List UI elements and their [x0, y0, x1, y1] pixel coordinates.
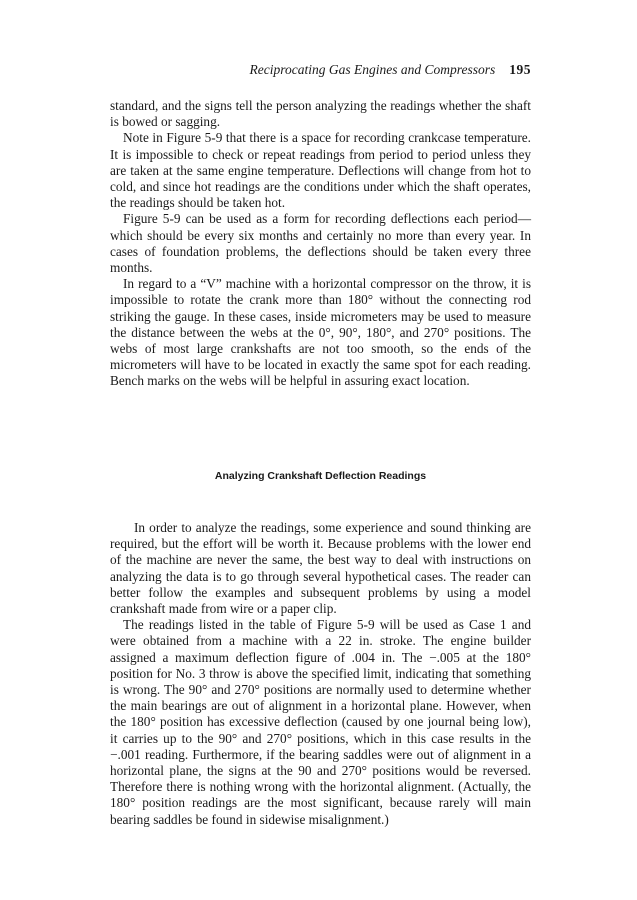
paragraph: standard, and the signs tell the person analyzing the readings whether the shaft is bowed or sagging. [110, 98, 531, 130]
paragraph: The readings listed in the table of Figure 5-9 will be used as Case 1 and were obtained from a machine with a 22 in. stroke. The engine builder assigned a maximum deflection figure of .004 in. The −.005 at the 180° position for No. 3 throw is above the specified limit, indicating that something is wrong. The 90° and 270° positions are normally used to determine whether the main bearings are out of alignment in a horizontal plane. However, when the 180° position has excessive deflection (caused by one journal being low), it carries up to the 90° and 270° positions, which in this case results in the −.001 reading. Furthermore, if the bearing saddles were out of alignment in a horizontal plane, the signs at the 90 and 270° positions would be reversed. Therefore there is nothing wrong with the horizontal alignment. (Actually, the 180° position readings are the most significant, because rarely will main bearing saddles be found in sidewise misalignment.) [110, 617, 531, 827]
paragraph: In regard to a “V” machine with a horizontal compressor on the throw, it is impossible to rotate the crank more than 180° without the connecting rod striking the gauge. In these cases, inside micrometers may be used to measure the distance between the webs at the 0°, 90°, 180°, and 270° positions. The webs of most large crankshafts are not too smooth, so the ends of the micrometers will have to be located in exactly the same spot for each reading. Bench marks on the webs will be helpful in assuring exact location. [110, 276, 531, 389]
section-heading: Analyzing Crankshaft Deflection Readings [214, 470, 427, 482]
running-header-title: Reciprocating Gas Engines and Compressors [249, 62, 496, 77]
body-text-bottom [110, 520, 531, 828]
page-number: 195 [509, 62, 531, 77]
paragraph: Note in Figure 5-9 that there is a space for recording crankcase temperature. It is impossible to check or repeat readings from period to period unless they are taken at the same engine temperature. Deflections will change from hot to cold, and since hot readings are the conditions under which the shaft operates, the readings should be taken hot. [110, 130, 531, 211]
running-header [110, 62, 531, 78]
paragraph: Figure 5-9 can be used as a form for recording deflections each period—which should be every six months and certainly no more than every year. In cases of foundation problems, the deflections should be taken every three months. [110, 211, 531, 276]
paragraph: In order to analyze the readings, some experience and sound thinking are required, but the effort will be worth it. Because problems with the lower end of the machine are never the same, the best way to deal with instructions on analyzing the data is to go through several hypothetical cases. The reader can better follow the examples and subsequent problems by using a model crankshaft made from wire or a paper clip. [110, 520, 531, 617]
body-text-top [110, 98, 531, 390]
